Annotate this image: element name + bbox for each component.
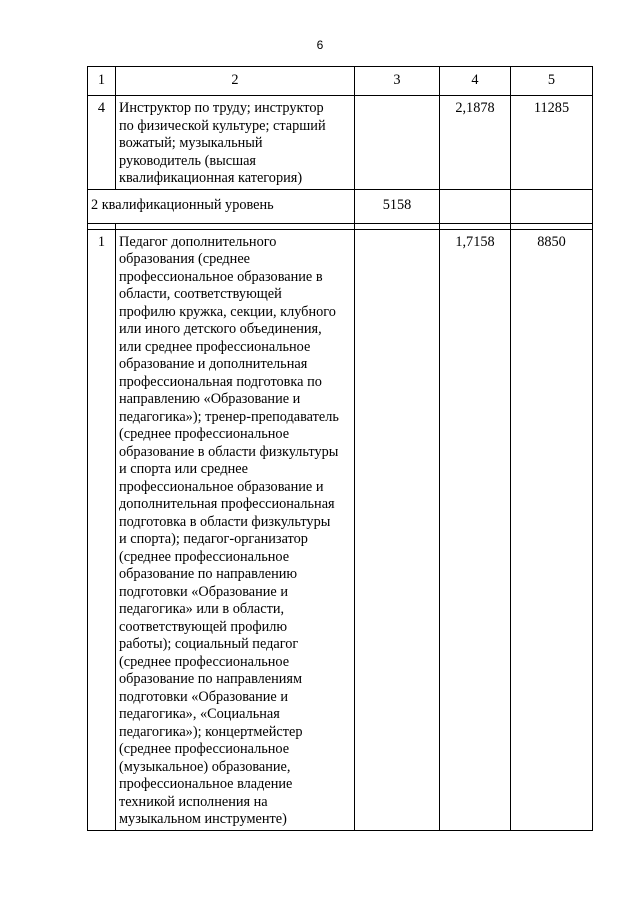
description-line: образование в области физкультуры <box>119 443 339 460</box>
description-line: (среднее профессиональное <box>119 426 290 442</box>
description-line: подготовки «Образование и <box>119 583 288 600</box>
salary-cell: 8850 <box>511 229 593 830</box>
description-line: направлению «Образование и <box>119 391 301 407</box>
base-salary-cell <box>355 229 440 830</box>
description-line: профилю кружка, секции, клубного <box>119 303 336 320</box>
table-header-row <box>88 67 593 96</box>
description-line: образования (среднее <box>119 251 251 267</box>
header-cell-3: 3 <box>355 67 440 96</box>
description-line: педагогика»); тренер-преподаватель <box>119 408 339 425</box>
table-row-instructor <box>88 96 593 190</box>
description-line: Инструктор по труду; инструктор <box>119 100 324 116</box>
description-line: образование и дополнительная <box>119 356 308 372</box>
description-line: квалификационная категория) <box>119 170 303 186</box>
description-line: педагогика» или в области, <box>119 601 285 617</box>
description-line: профессиональное образование в <box>119 268 323 285</box>
description-line: дополнительная профессиональная <box>119 496 335 512</box>
page-number: 6 <box>316 38 324 52</box>
description-line: области, соответствующей <box>119 286 282 302</box>
coefficient-cell: 1,7158 <box>440 229 511 830</box>
qualification-level-base: 5158 <box>355 189 440 223</box>
salary-cell: 11285 <box>511 96 593 190</box>
description-line: образование по направлению <box>119 566 298 582</box>
description-line: и спорта или среднее <box>119 461 248 477</box>
position-description <box>116 96 355 190</box>
description-line: профессиональная подготовка по <box>119 373 322 390</box>
table-row-teacher <box>88 229 593 830</box>
description-line: техникой исполнения на <box>119 793 268 810</box>
description-line: руководитель (высшая <box>119 152 257 169</box>
description-line: профессиональное образование и <box>119 478 324 495</box>
description-line: подготовки «Образование и <box>119 688 288 705</box>
description-line: (среднее профессиональное <box>119 548 290 565</box>
empty-cell <box>511 189 593 223</box>
description-line: подготовка в области физкультуры <box>119 513 331 530</box>
description-line: или среднее профессиональное <box>119 338 311 355</box>
description-line: вожатый; музыкальный <box>119 135 263 151</box>
header-cell-4: 4 <box>440 67 511 96</box>
description-line: музыкальном инструменте) <box>119 811 287 827</box>
row-number: 1 <box>88 229 116 830</box>
base-salary-cell <box>355 96 440 190</box>
description-line: образование по направлениям <box>119 671 303 687</box>
qualification-level-label: 2 квалификационный уровень <box>88 189 355 223</box>
header-cell-5: 5 <box>511 67 593 96</box>
description-line: и спорта); педагог-организатор <box>119 531 308 547</box>
description-line: (среднее профессиональное <box>119 741 290 757</box>
description-line: по физической культуре; старший <box>119 117 326 134</box>
header-cell-2: 2 <box>116 67 355 96</box>
description-line: Педагог дополнительного <box>119 233 277 250</box>
qualification-level-row <box>88 189 593 223</box>
salary-table <box>87 66 593 831</box>
description-line: (среднее профессиональное <box>119 653 290 670</box>
description-line: профессиональное владение <box>119 776 293 792</box>
coefficient-cell: 2,1878 <box>440 96 511 190</box>
header-cell-1: 1 <box>88 67 116 96</box>
description-line: или иного детского объединения, <box>119 321 322 337</box>
position-description <box>116 229 355 830</box>
row-number: 4 <box>88 96 116 190</box>
description-line: педагогика»); концертмейстер <box>119 723 303 740</box>
description-line: педагогика», «Социальная <box>119 706 280 722</box>
description-line: работы); социальный педагог <box>119 636 299 652</box>
description-line: (музыкальное) образование, <box>119 758 291 775</box>
empty-cell <box>440 189 511 223</box>
description-line: соответствующей профилю <box>119 618 288 635</box>
